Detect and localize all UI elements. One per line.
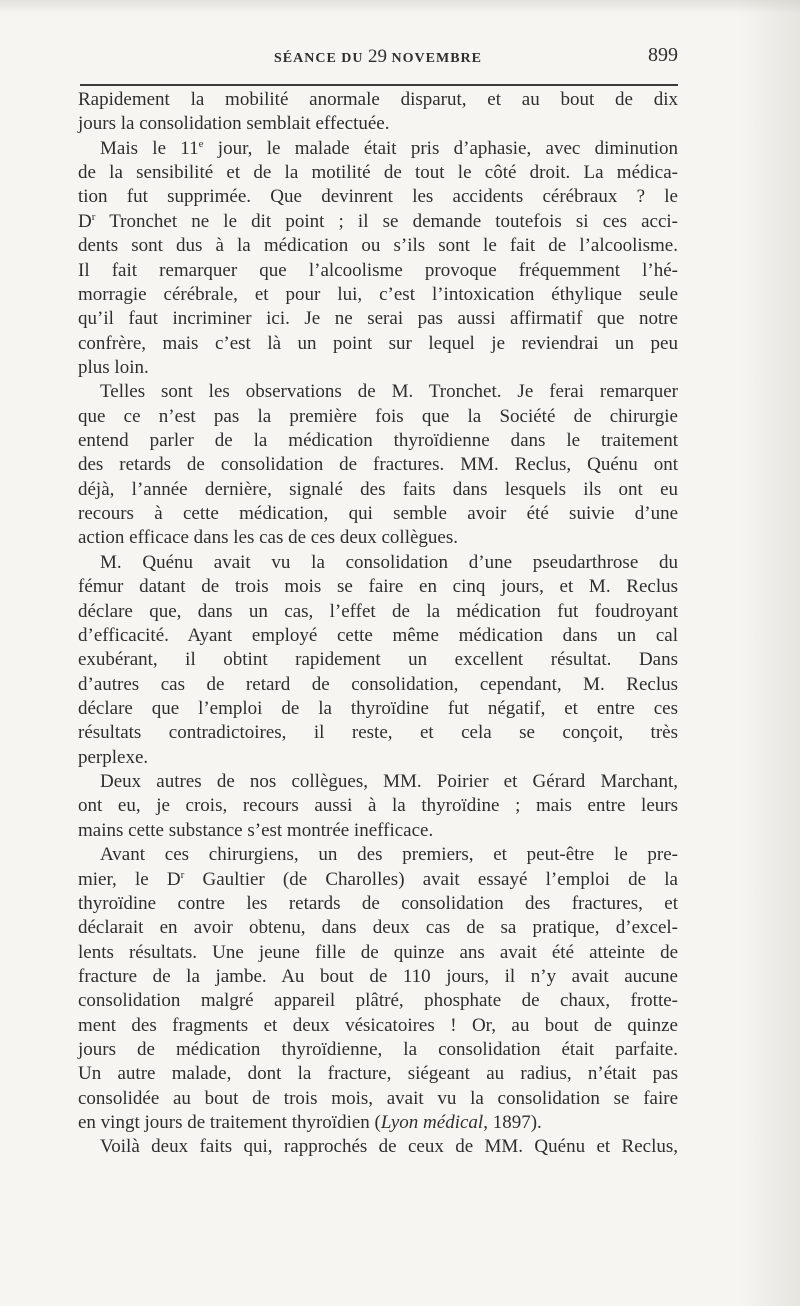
text-line — [78, 88, 678, 112]
running-title — [78, 46, 678, 68]
text-run: qu’il faut incriminer ici. Je ne serai pas aussi affirmatif que notre — [78, 308, 678, 330]
text-run: confrère, mais c’est là un point sur lequel je reviendrai un peu — [78, 332, 678, 354]
text-run: Voilà deux faits qui, rapprochés de ceux de MM. Quénu et Reclus, — [100, 1136, 678, 1158]
superscript: e — [198, 137, 204, 150]
text-line — [78, 1111, 678, 1135]
text-line — [78, 551, 678, 575]
text-line — [78, 185, 678, 209]
text-run: , 1897). — [483, 1112, 542, 1134]
text-run: consolidée au bout de trois mois, avait vu la consolidation se faire — [78, 1087, 678, 1109]
text-line — [78, 843, 678, 867]
text-run: en vingt jours de traitement thyroïdien ( — [78, 1112, 381, 1134]
text-line — [78, 234, 678, 258]
text-run: jour, le malade était pris d’aphasie, avec diminution — [203, 137, 678, 159]
text-line — [78, 746, 678, 770]
text-run: exubérant, il obtint rapidement un excellent résultat. Dans — [78, 649, 678, 671]
text-run: résultats contradictoires, il reste, et cela se conçoit, très — [78, 722, 678, 744]
text-run: Gaultier (de Charolles) avait essayé l’emploi de la — [184, 868, 678, 890]
text-run: déclare que, dans un cas, l’effet de la médication fut foudroyant — [78, 600, 678, 622]
text-line — [78, 770, 678, 794]
text-run: mains cette substance s’est montrée inefficace. — [78, 819, 434, 841]
header-rule — [80, 84, 678, 86]
text-run: Un autre malade, dont la fracture, siégeant au radius, n’était pas — [78, 1063, 678, 1085]
text-line — [78, 600, 678, 624]
text-line — [78, 868, 678, 892]
text-line — [78, 1062, 678, 1086]
text-line — [78, 453, 678, 477]
text-line — [78, 892, 678, 916]
text-line — [78, 259, 678, 283]
text-line — [78, 380, 678, 404]
text-run: déclarait en avoir obtenu, dans deux cas de sa pratique, d’excel- — [78, 917, 678, 939]
text-line — [78, 794, 678, 818]
text-line — [78, 283, 678, 307]
text-line — [78, 137, 678, 161]
text-line — [78, 1038, 678, 1062]
text-line — [78, 478, 678, 502]
text-line — [78, 648, 678, 672]
text-line — [78, 502, 678, 526]
text-run: Rapidement la mobilité anormale disparut, et au bout de dix — [78, 89, 678, 110]
text-line — [78, 1087, 678, 1111]
text-line — [78, 526, 678, 550]
text-run: jours la consolidation semblait effectuée. — [78, 113, 390, 135]
text-line — [78, 112, 678, 136]
page-number: 899 — [648, 44, 678, 66]
text-line — [78, 721, 678, 745]
text-run: morragie cérébrale, et pour lui, c’est l’intoxication éthylique seule — [78, 283, 678, 305]
text-run: d’efficacité. Ayant employé cette même médication dans un cal — [78, 624, 678, 646]
text-run: tion fut supprimée. Que devinrent les accidents cérébraux ? le — [78, 186, 678, 208]
running-header — [78, 44, 678, 72]
text-run: D — [78, 210, 92, 232]
text-run: action efficace dans les cas de ces deux collègues. — [78, 527, 458, 549]
text-run: fracture de la jambe. Au bout de 110 jours, il n’y avait aucune — [78, 965, 678, 987]
text-run: fémur datant de trois mois se faire en cinq jours, et M. Reclus — [78, 576, 678, 598]
text-run: dents sont dus à la médication ou s’ils sont le fait de l’alcoolisme. — [78, 235, 678, 257]
text-run: Il fait remarquer que l’alcoolisme provoque fréquemment l’hé- — [78, 259, 678, 281]
text-run: Deux autres de nos collègues, MM. Poirier et Gérard Marchant, — [100, 771, 678, 793]
title-month: NOVEMBRE — [387, 51, 482, 66]
text-line — [78, 941, 678, 965]
text-run: des retards de consolidation de fractures. MM. Reclus, Quénu ont — [78, 454, 678, 476]
text-run: perplexe. — [78, 746, 149, 768]
text-run: consolidation malgré appareil plâtré, phosphate de chaux, frotte- — [78, 990, 678, 1012]
text-line — [78, 210, 678, 234]
text-run: Tronchet ne le dit point ; il se demande toutefois si ces acci- — [95, 210, 678, 232]
title-text: SÉANCE DU — [274, 51, 369, 66]
italic-citation: Lyon médical — [380, 1112, 484, 1134]
text-line — [78, 332, 678, 356]
text-run: recours à cette médication, qui semble avoir été suivie d’une — [78, 503, 678, 525]
text-line — [78, 405, 678, 429]
page-scan-shadow-right — [740, 0, 800, 1306]
text-line — [78, 429, 678, 453]
text-line — [78, 673, 678, 697]
text-line — [78, 307, 678, 331]
superscript: r — [91, 210, 96, 223]
text-run: M. Quénu avait vu la consolidation d’une pseudarthrose du — [100, 551, 678, 573]
text-line — [78, 1135, 678, 1159]
text-run: de la sensibilité et de la motilité de tout le côté droit. La médica- — [78, 162, 678, 184]
text-run: Telles sont les observations de M. Tronchet. Je ferai remarquer — [100, 381, 678, 403]
text-line — [78, 356, 678, 380]
text-run: entend parler de la médication thyroïdienne dans le traitement — [78, 430, 678, 452]
title-date-number: 29 — [368, 46, 388, 67]
text-run: que ce n’est pas la première fois que la Société de chirurgie — [78, 405, 678, 427]
text-run: déclare que l’emploi de la thyroïdine fut négatif, et entre ces — [78, 697, 678, 719]
text-run: déjà, l’année dernière, signalé des faits dans lesquels ils ont eu — [78, 478, 678, 500]
text-line — [78, 916, 678, 940]
text-line — [78, 575, 678, 599]
text-line — [78, 697, 678, 721]
text-line — [78, 624, 678, 648]
text-run: Mais le 11 — [100, 137, 199, 159]
text-run: ont eu, je crois, recours aussi à la thyroïdine ; mais entre leurs — [78, 795, 678, 817]
text-run: thyroïdine contre les retards de consolidation des fractures, et — [78, 892, 678, 914]
superscript: r — [180, 868, 185, 881]
page-scan-shadow-top — [0, 0, 800, 14]
text-line — [78, 819, 678, 843]
text-line — [78, 1014, 678, 1038]
text-line — [78, 965, 678, 989]
text-line — [78, 989, 678, 1013]
body-text — [78, 88, 678, 1160]
text-run: jours de médication thyroïdienne, la consolidation était parfaite. — [78, 1039, 678, 1061]
text-line — [78, 161, 678, 185]
text-run: lents résultats. Une jeune fille de quinze ans avait été atteinte de — [78, 941, 678, 963]
text-run: Avant ces chirurgiens, un des premiers, et peut-être le pre- — [100, 844, 678, 866]
text-run: ment des fragments et deux vésicatoires ! Or, au bout de quinze — [78, 1014, 678, 1036]
text-run: plus loin. — [78, 356, 149, 378]
text-run: mier, le D — [78, 868, 181, 890]
text-run: d’autres cas de retard de consolidation, cependant, M. Reclus — [78, 673, 678, 695]
